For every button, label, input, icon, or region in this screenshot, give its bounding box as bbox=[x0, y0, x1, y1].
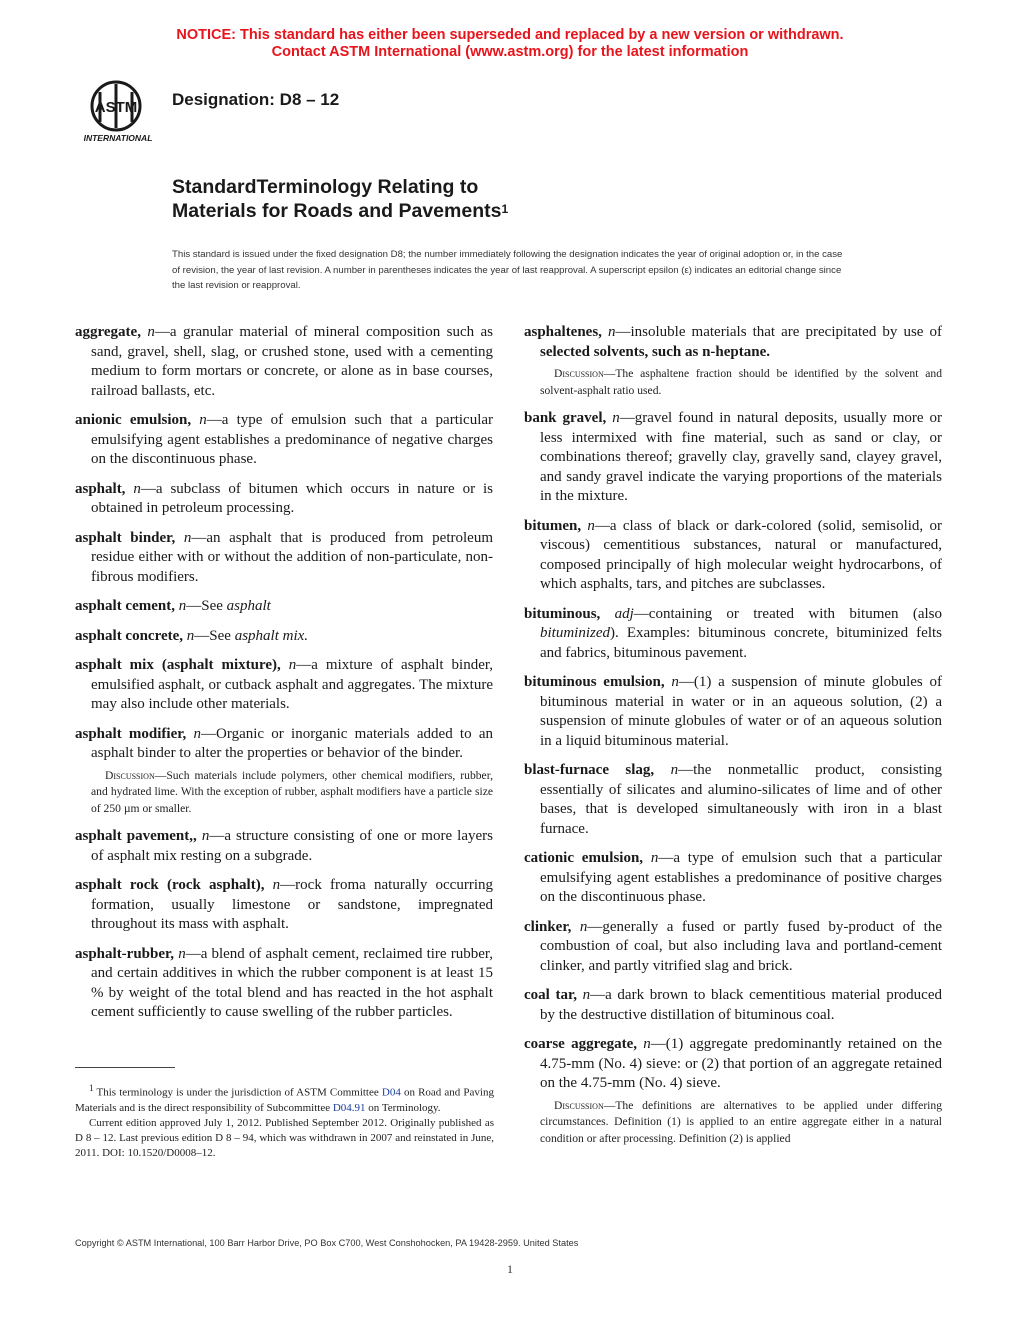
discussion-note: Discussion—The asphaltene fraction should be identified by the solvent and solvent-asphalt ratio used. bbox=[540, 367, 942, 397]
definition-entry: asphalt, n—a subclass of bitumen which occurs in nature or is obtained in petroleum processing. bbox=[75, 480, 494, 516]
notice-line-1: NOTICE: This standard has either been superseded and replaced by a new version or withdrawn. bbox=[176, 27, 844, 43]
withdrawal-notice bbox=[0, 27, 1020, 61]
title-footnote-mark: 1 bbox=[501, 202, 509, 216]
designation: Designation: D8 – 12 bbox=[172, 90, 340, 109]
definition-entry: bank gravel, n—gravel found in natural deposits, usually more or less intermixed with fine material, such as sand or clay, or combinations thereof; gravelly clay, gravelly sand, clayey gravel, and sandy gravel indicate the varying proportions of the materials in the mixture. bbox=[524, 410, 943, 504]
title-line-1: StandardTerminology Relating to bbox=[172, 176, 479, 198]
footnote-divider bbox=[75, 1067, 175, 1068]
definition-entry: bituminous emulsion, n—(1) a suspension of minute globules of bituminous material in water or in an aqueous solution, (2) a suspension of minute globules of water or of an aqueous solution in a liquid bituminous material. bbox=[524, 674, 943, 749]
logo-subtext: INTERNATIONAL bbox=[83, 133, 153, 143]
definition-entry: asphalt concrete, n—See asphalt mix. bbox=[75, 627, 309, 644]
definition-entry: asphaltenes, n—insoluble materials that are precipitated by use of selected solvents, such as n-heptane. bbox=[524, 324, 942, 360]
definition-entry: cationic emulsion, n—a type of emulsion such that a particular emulsifying agent establishes a predominance of positive charges on the discontinuous phase. bbox=[524, 850, 942, 905]
discussion-note: Discussion—The definitions are alternatives to be applied under differing circumstances. Definition (1) is applied to an entire aggregate either in a natural condition or after processing. Definition (2) is applied bbox=[540, 1098, 942, 1145]
committee-link[interactable]: D04 bbox=[381, 1086, 401, 1099]
issuance-note: This standard is issued under the fixed designation D8; the number immediately following the designation indicates the year of original adoption or, in the case of revision, the year of last revision. A number in parentheses indicates the year of last reapproval. A superscript epsilon (ε) indicates an editorial change since the last revision or reapproval. bbox=[172, 249, 843, 291]
definition-entry: asphalt pavement,, n—a structure consisting of one or more layers of asphalt mix resting on a subgrade. bbox=[75, 828, 493, 864]
definition-entry: asphalt modifier, n—Organic or inorganic materials added to an asphalt binder to alter the properties or behavior of the binder. bbox=[75, 725, 493, 761]
definition-entry: coal tar, n—a dark brown to black cementitious material produced by the destructive distillation of bituminous coal. bbox=[524, 987, 942, 1023]
definition-entry: blast-furnace slag, n—the nonmetallic product, consisting essentially of silicates and alumino-silicates of lime and of other bases, that is developed simultaneously with iron in a blast furnace. bbox=[524, 762, 943, 837]
definition-entry: aggregate, n—a granular material of mineral composition such as sand, gravel, shell, slag, or crushed stone, used with a cementing medium to form mortars or concrete, or alone as in base courses, railroad ballasts, etc. bbox=[75, 324, 494, 399]
astm-logo-icon bbox=[76, 78, 160, 144]
discussion-note: Discussion—Such materials include polymers, other chemical modifiers, rubber, and hydrated lime. With the exception of rubber, asphalt modifiers have a particle size of 250 µm or smaller. bbox=[91, 768, 493, 815]
definition-entry: bituminous, adj—containing or treated with bitumen (also bituminized). Examples: bituminous concrete, bituminized felts and fabrics, bituminous pavement. bbox=[524, 605, 942, 661]
definition-entry: clinker, n—generally a fused or partly fused by-product of the combustion of coal, but also including lava and portland-cement clinker, and partly vitrified slag and brick. bbox=[524, 918, 943, 974]
subcommittee-link[interactable]: D04.91 bbox=[332, 1101, 366, 1114]
footnote-paragraph-2: Current edition approved July 1, 2012. Published September 2012. Originally published as D 8 – 12. Last previous edition D 8 – 94, which was withdrawn in 2007 and reinstated in June, 2011. DOI: 10.1520/D0008–12. bbox=[75, 1116, 494, 1159]
document-title bbox=[172, 175, 508, 223]
definition-entry: bitumen, n—a class of black or dark-colored (solid, semisolid, or viscous) cementitious substances, natural or manufactured, composed principally of high molecular weight hydrocarbons, of which asphalts, tars, and pitches are subclasses. bbox=[524, 517, 942, 592]
definition-entry: asphalt binder, n—an asphalt that is produced from petroleum residue either with or without the addition of non-particulate, non-fibrous modifiers. bbox=[75, 529, 493, 585]
definition-entry: coarse aggregate, n—(1) aggregate predominantly retained on the 4.75-mm (No. 4) sieve: or (2) that portion of an aggregate retained on the 4.75-mm (No. 4) sieve. bbox=[524, 1036, 942, 1091]
right-column bbox=[524, 323, 942, 1157]
definition-entry: asphalt-rubber, n—a blend of asphalt cement, reclaimed tire rubber, and certain additives in which the rubber component is at least 15 % by weight of the total blend and has reacted in the hot asphalt cement sufficiently to cause swelling of the rubber particles. bbox=[75, 945, 493, 1020]
definition-entry: asphalt rock (rock asphalt), n—rock froma naturally occurring formation, usually limestone or sandstone, impregnated throughout its mass with asphalt. bbox=[75, 877, 494, 932]
definition-entry: anionic emulsion, n—a type of emulsion such that a particular emulsifying agent establishes a predominance of negative charges on the discontinuous phase. bbox=[75, 412, 494, 467]
footnote-paragraph-1: $^1$ This terminology is under the jurisdiction of ASTM Committee D04 on Road and Paving Materials and is the direct responsibility of Subcommittee D04.91 on Terminology. bbox=[75, 1083, 494, 1114]
footnote bbox=[75, 1081, 494, 1161]
definition-entry: asphalt cement, n—See asphalt bbox=[75, 598, 271, 614]
definition-entry: asphalt mix (asphalt mixture), n—a mixture of asphalt binder, emulsified asphalt, or cutback asphalt and aggregates. The mixture may also include other materials. bbox=[75, 657, 493, 712]
left-column bbox=[75, 323, 493, 1033]
copyright: Copyright © ASTM International, 100 Barr Harbor Drive, PO Box C700, West Conshohocken, PA 19428-2959. United States bbox=[75, 1238, 579, 1248]
notice-line-2: Contact ASTM International (www.astm.org) for the latest information bbox=[271, 44, 749, 60]
page-number: 1 bbox=[507, 1262, 513, 1276]
logo-text: ASTM bbox=[94, 99, 138, 116]
title-line-2: Materials for Roads and Pavements$^1$ bbox=[172, 200, 509, 222]
